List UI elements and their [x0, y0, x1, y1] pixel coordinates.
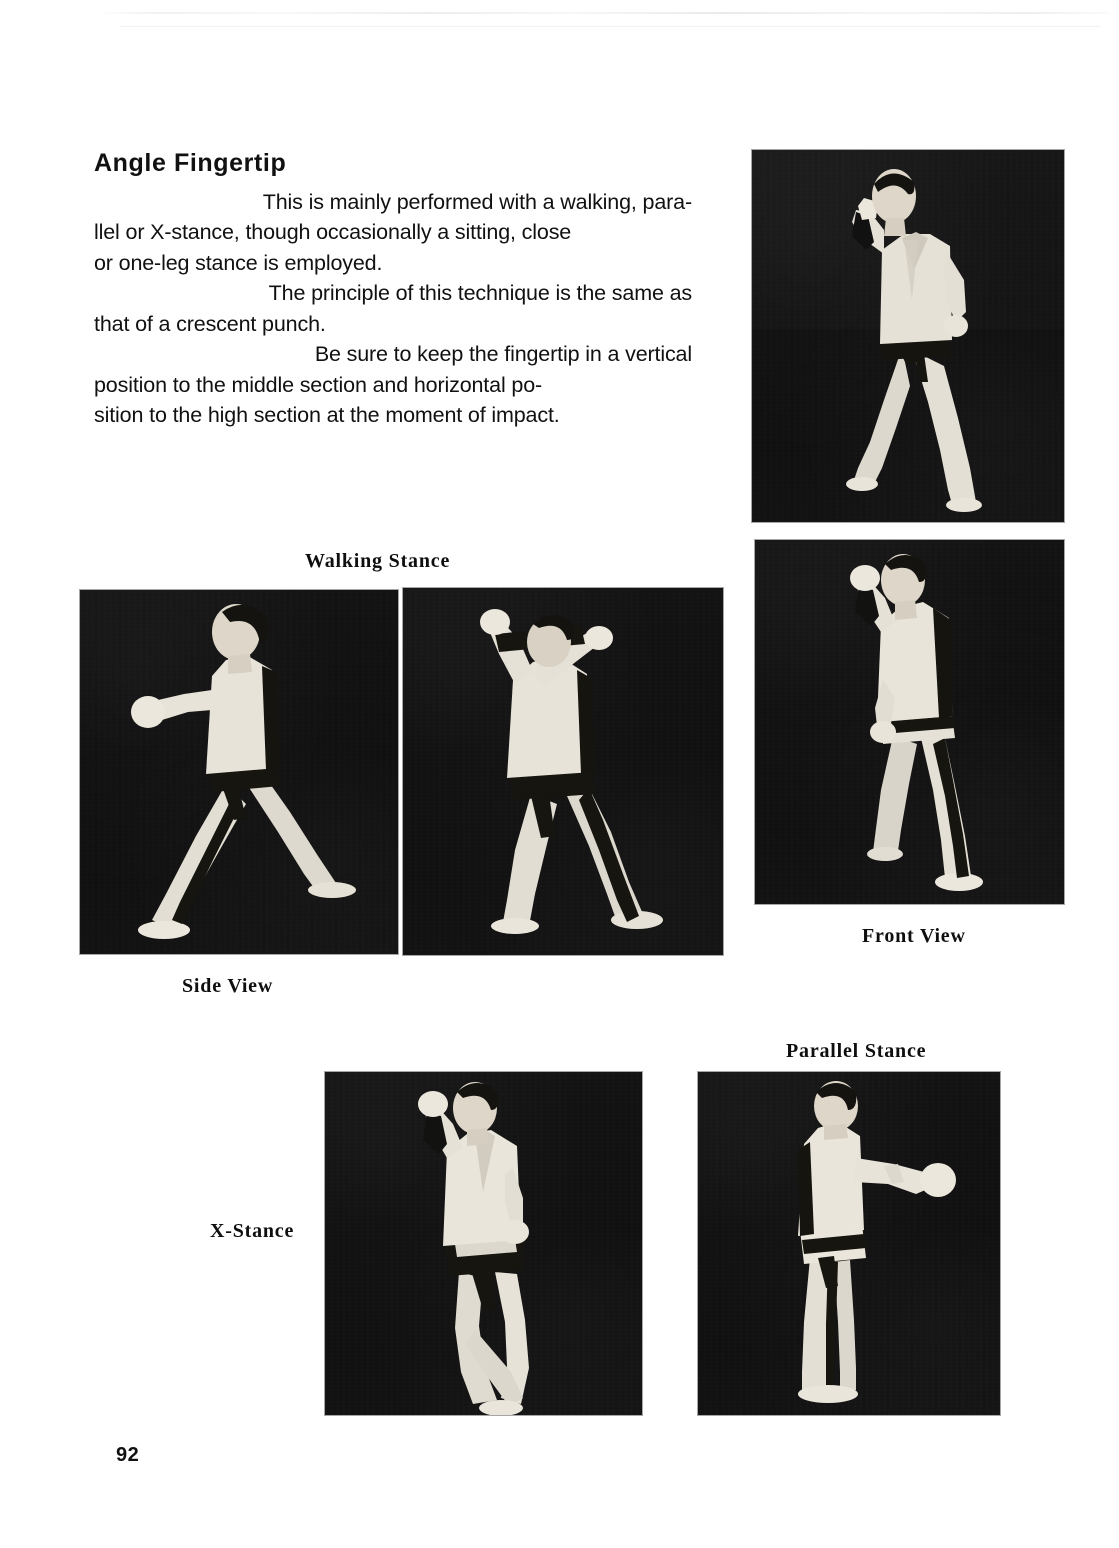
- paragraph-3-line-3: sition to the high section at the moment of impact.: [94, 403, 560, 427]
- figure-illustration-front-view: [755, 540, 1064, 904]
- line-text: Be sure to keep the fingertip in a vertical: [314, 342, 692, 366]
- paragraph-1: [94, 187, 692, 279]
- page-number: 92: [116, 1444, 140, 1466]
- paragraph-1-line-2: [94, 217, 692, 248]
- line-text: llel or X-stance, though occasionally a sitting, close: [94, 220, 572, 244]
- caption-x-stance: X-Stance: [210, 1220, 295, 1242]
- page-title: Angle Fingertip: [94, 149, 287, 177]
- figure-illustration-side-view: [80, 590, 398, 954]
- figure-photo-walking-stance: [403, 588, 723, 955]
- caption-front-view: Front View: [862, 925, 966, 947]
- figure-illustration-x-stance: [325, 1072, 642, 1415]
- paragraph-2-line-1: [94, 278, 692, 309]
- paragraph-1-line-3: or one-leg stance is employed.: [94, 250, 383, 275]
- paragraph-2: [94, 278, 692, 339]
- figure-photo-front-view: [755, 540, 1064, 904]
- figure-photo-parallel-stance: [698, 1072, 1000, 1415]
- paragraph-indent: [94, 339, 140, 370]
- paragraph-indent: [94, 187, 140, 218]
- figure-illustration-top-right: [752, 150, 1064, 522]
- figure-photo-top-right: [752, 150, 1064, 522]
- paragraph-3: [94, 339, 692, 431]
- paragraph-indent: [94, 278, 140, 309]
- text-column: [94, 150, 692, 431]
- line-text: This is mainly performed with a walking, para-: [262, 189, 692, 214]
- line-text: position to the middle section and horizontal po-: [94, 372, 543, 397]
- caption-side-view: Side View: [182, 975, 274, 997]
- scan-artifact-line: [95, 12, 1110, 14]
- line-text: The principle of this technique is the same as: [268, 281, 692, 305]
- caption-parallel-stance: Parallel Stance: [786, 1040, 927, 1062]
- figure-photo-side-view: [80, 590, 398, 954]
- paragraph-3-line-2: [94, 370, 692, 401]
- scan-artifact-line-secondary: [120, 26, 1100, 27]
- figure-photo-x-stance: [325, 1072, 642, 1415]
- paragraph-3-line-1: [94, 339, 692, 370]
- caption-walking-stance: Walking Stance: [305, 550, 451, 572]
- paragraph-1-line-1: [94, 187, 692, 218]
- figure-illustration-walking-stance: [403, 588, 723, 955]
- figure-illustration-parallel-stance: [698, 1072, 1000, 1415]
- paragraph-2-line-2: that of a crescent punch.: [94, 311, 326, 336]
